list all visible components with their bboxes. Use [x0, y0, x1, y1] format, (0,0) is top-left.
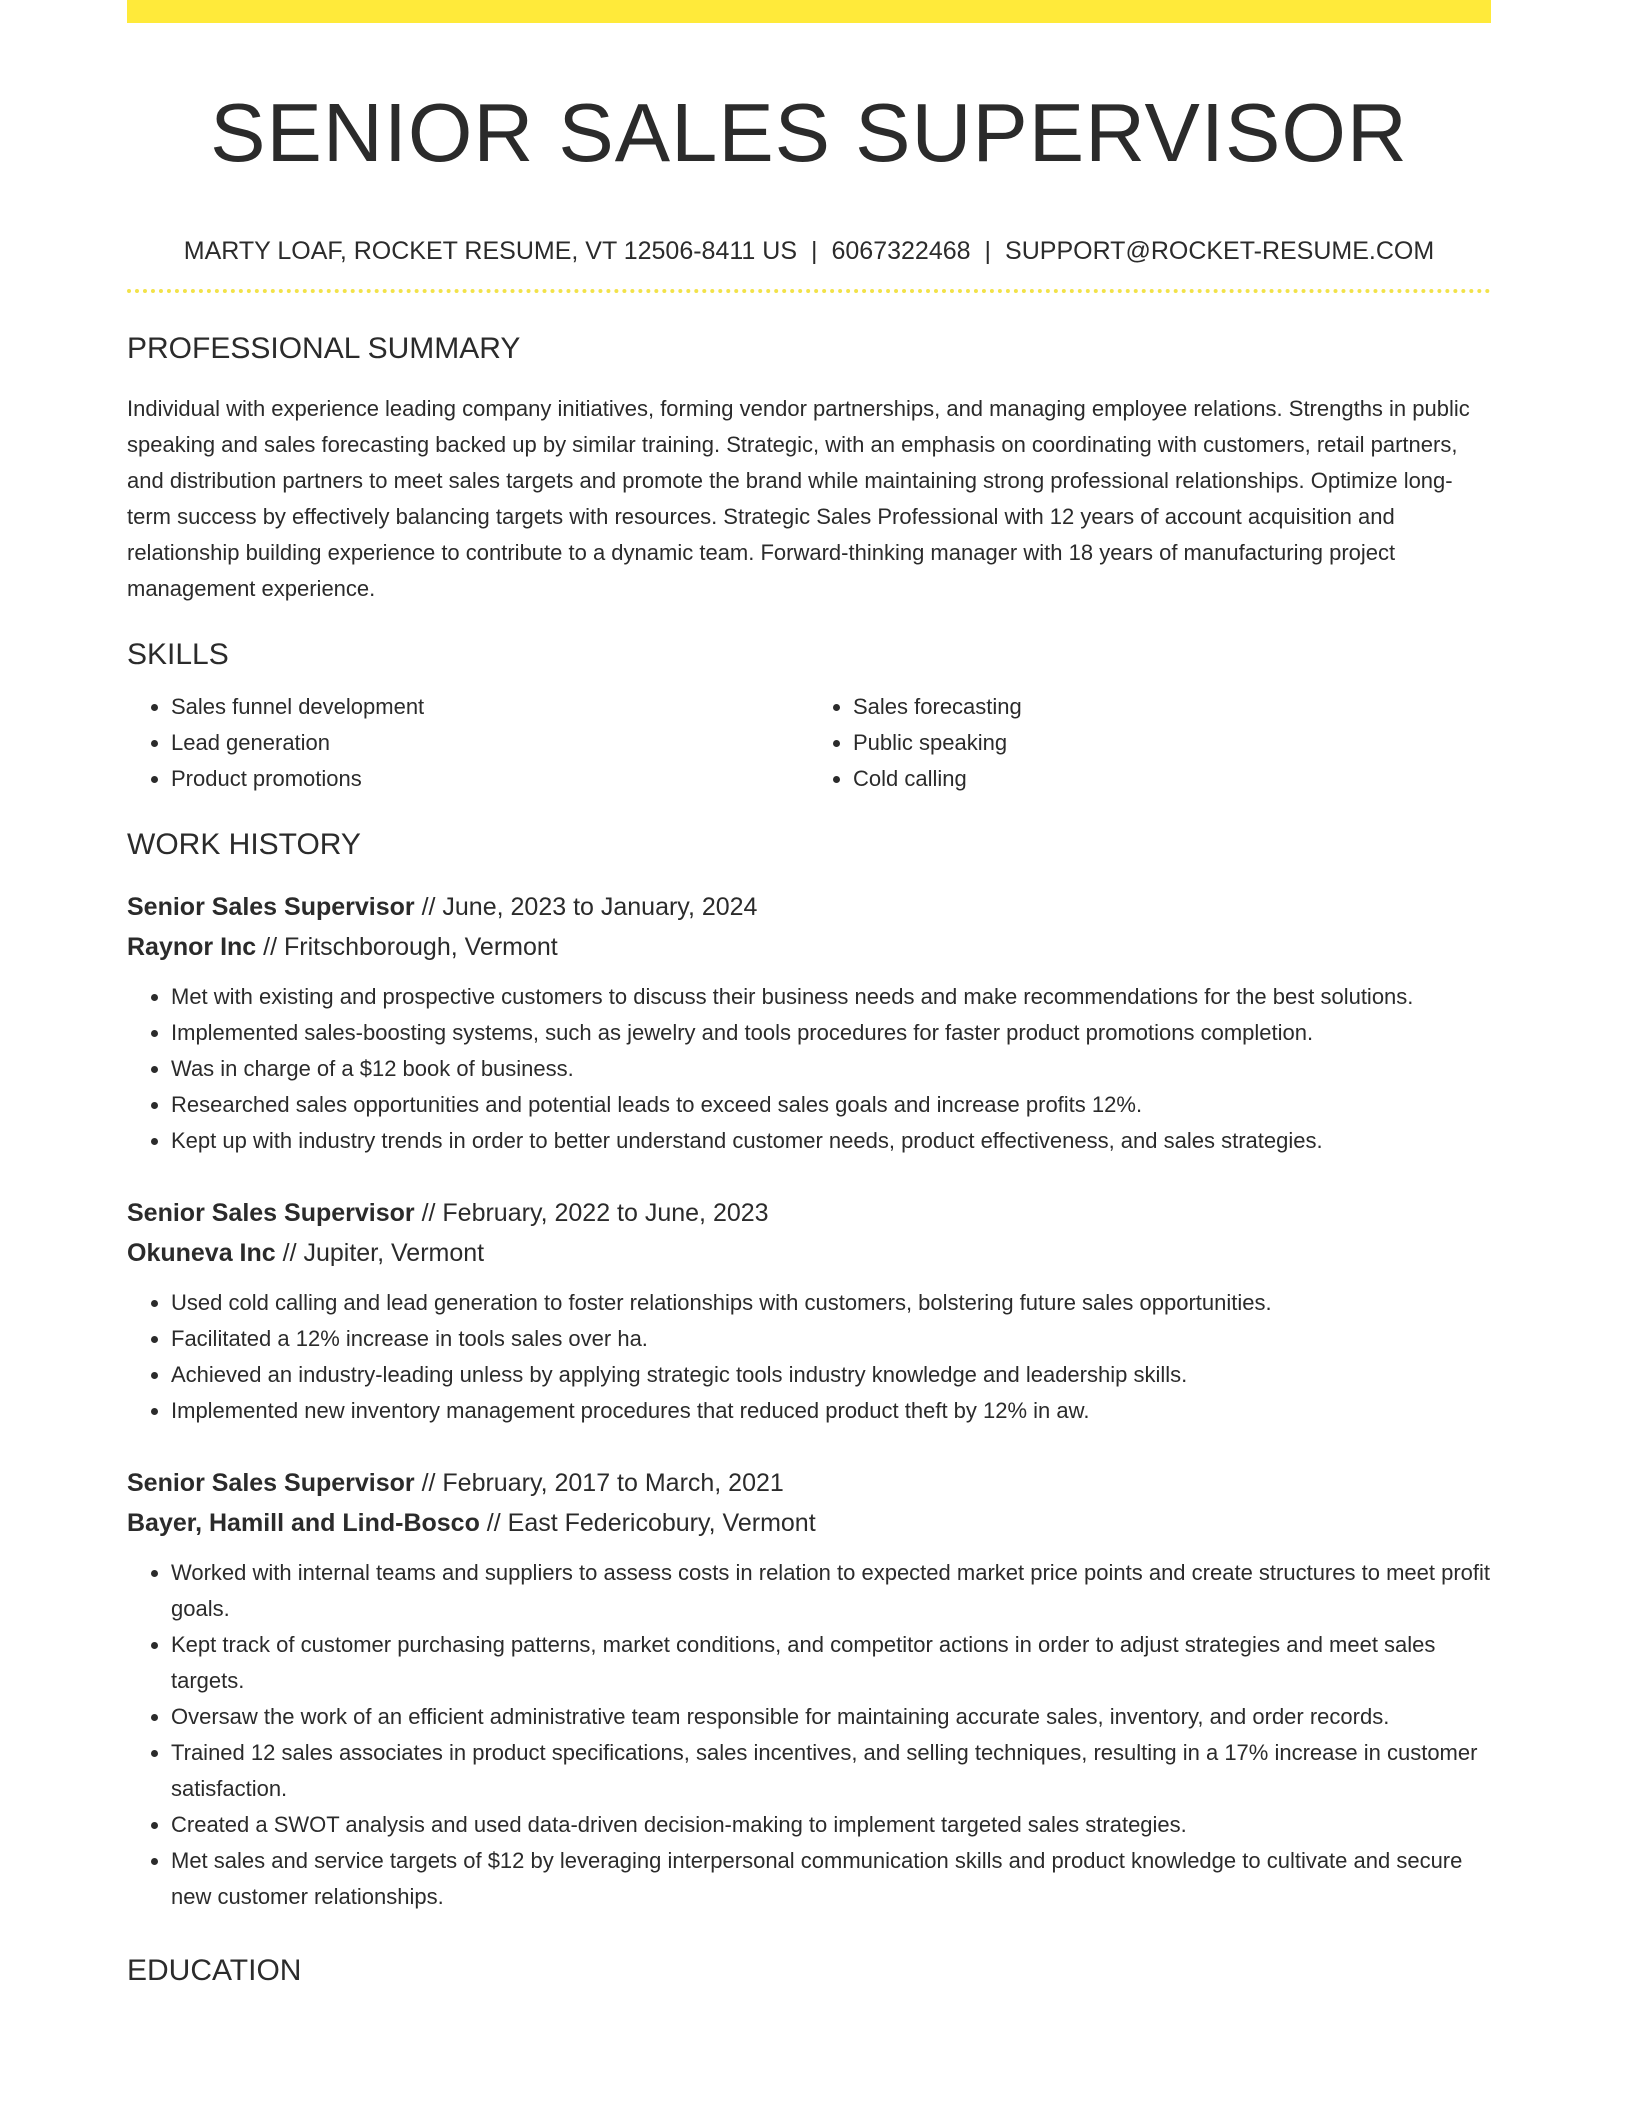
header-divider [127, 289, 1491, 293]
skills-column-left [127, 689, 809, 797]
contact-address: MARTY LOAF, ROCKET RESUME, VT 12506-8411 US [183, 237, 797, 265]
job-company: Bayer, Hamill and Lind-Bosco [127, 1509, 480, 1537]
job-bullet: • Created a SWOT analysis and used data-driven decision-making to implement targeted sales strategies. [171, 1807, 1491, 1843]
skills-column-right [809, 689, 1491, 797]
job-bullets [127, 979, 1491, 1159]
job-location: // Fritschborough, Vermont [256, 933, 558, 961]
job-bullet: • Was in charge of a $12 book of business. [171, 1051, 1491, 1087]
skill-item: • Sales forecasting [853, 689, 1491, 725]
resume-page [127, 0, 1491, 1989]
job-company-line [127, 1503, 1491, 1543]
job-location: // Jupiter, Vermont [275, 1239, 485, 1267]
contact-phone: 6067322468 [831, 237, 971, 265]
job-entry [127, 887, 1491, 1159]
resume-title: SENIOR SALES SUPERVISOR [210, 86, 1408, 179]
job-location: // East Federicobury, Vermont [479, 1509, 816, 1537]
work-history-heading: WORK HISTORY [127, 828, 361, 861]
skill-item: • Sales funnel development [171, 689, 809, 725]
job-bullets [127, 1555, 1491, 1915]
job-company-line [127, 1233, 1491, 1273]
job-bullet: • Researched sales opportunities and potential leads to exceed sales goals and increase profits 12%. [171, 1087, 1491, 1123]
job-title-line [127, 887, 1491, 927]
contact-line [127, 235, 1491, 267]
job-title: Senior Sales Supervisor [127, 1199, 415, 1227]
job-bullet: • Oversaw the work of an efficient administrative team responsible for maintaining accurate sales, inventory, and order records. [171, 1699, 1491, 1735]
job-dates: // February, 2017 to March, 2021 [414, 1469, 784, 1497]
summary-heading: PROFESSIONAL SUMMARY [127, 332, 521, 365]
job-bullet: • Facilitated a 12% increase in tools sales over ha. [171, 1321, 1491, 1357]
skills-list [127, 689, 1491, 797]
education-heading: EDUCATION [127, 1954, 302, 1987]
job-title: Senior Sales Supervisor [127, 893, 415, 921]
summary-text: Individual with experience leading company initiatives, forming vendor partnerships, and managing employee relations. Strengths in public speaking and sales forecasting backed up by similar training. Strategic, with an emphasis on coordinating with customers, retail partners, and distribution partners to meet sales targets and promote the brand while maintaining strong professional relationships. Optimize long-term success by effectively balancing targets with resources. Strategic Sales Professional with 12 years of account acquisition and relationship building experience to contribute to a dynamic team. Forward-thinking manager with 18 years of manufacturing project management experience. [127, 396, 1470, 601]
job-bullet: • Trained 12 sales associates in product specifications, sales incentives, and selling techniques, resulting in a 17% increase in customer satisfaction. [171, 1735, 1491, 1807]
job-company: Okuneva Inc [127, 1239, 276, 1267]
job-bullet: • Used cold calling and lead generation to foster relationships with customers, bolstering future sales opportunities. [171, 1285, 1491, 1321]
job-entry [127, 1193, 1491, 1429]
job-bullet: • Met sales and service targets of $12 by leveraging interpersonal communication skills and product knowledge to cultivate and secure new customer relationships. [171, 1843, 1491, 1915]
contact-separator: | [811, 237, 818, 265]
skill-item: • Lead generation [171, 725, 809, 761]
contact-email: SUPPORT@ROCKET-RESUME.COM [1005, 237, 1435, 265]
job-dates: // February, 2022 to June, 2023 [414, 1199, 769, 1227]
job-bullet: • Kept up with industry trends in order to better understand customer needs, product effectiveness, and sales strategies. [171, 1123, 1491, 1159]
contact-separator: | [984, 237, 992, 265]
job-bullet: • Implemented new inventory management procedures that reduced product theft by 12% in aw. [171, 1393, 1491, 1429]
job-entry [127, 1463, 1491, 1915]
skill-item: • Public speaking [853, 725, 1491, 761]
job-bullet: • Implemented sales-boosting systems, such as jewelry and tools procedures for faster product promotions completion. [171, 1015, 1491, 1051]
job-bullet: • Kept track of customer purchasing patterns, market conditions, and competitor actions in order to adjust strategies and meet sales targets. [171, 1627, 1491, 1699]
job-title-line [127, 1463, 1491, 1503]
job-bullet: • Worked with internal teams and suppliers to assess costs in relation to expected market price points and create structures to meet profit goals. [171, 1555, 1491, 1627]
skill-item: • Product promotions [171, 761, 809, 797]
skills-heading: SKILLS [127, 638, 229, 671]
job-bullet: • Met with existing and prospective customers to discuss their business needs and make recommendations for the best solutions. [171, 979, 1491, 1015]
job-title: Senior Sales Supervisor [127, 1469, 415, 1497]
skill-item: • Cold calling [853, 761, 1491, 797]
job-title-line [127, 1193, 1491, 1233]
job-dates: // June, 2023 to January, 2024 [414, 893, 758, 921]
accent-bar [127, 0, 1491, 23]
job-company: Raynor Inc [127, 933, 257, 961]
job-bullet: • Achieved an industry-leading unless by applying strategic tools industry knowledge and leadership skills. [171, 1357, 1491, 1393]
job-bullets [127, 1285, 1491, 1429]
job-company-line [127, 927, 1491, 967]
